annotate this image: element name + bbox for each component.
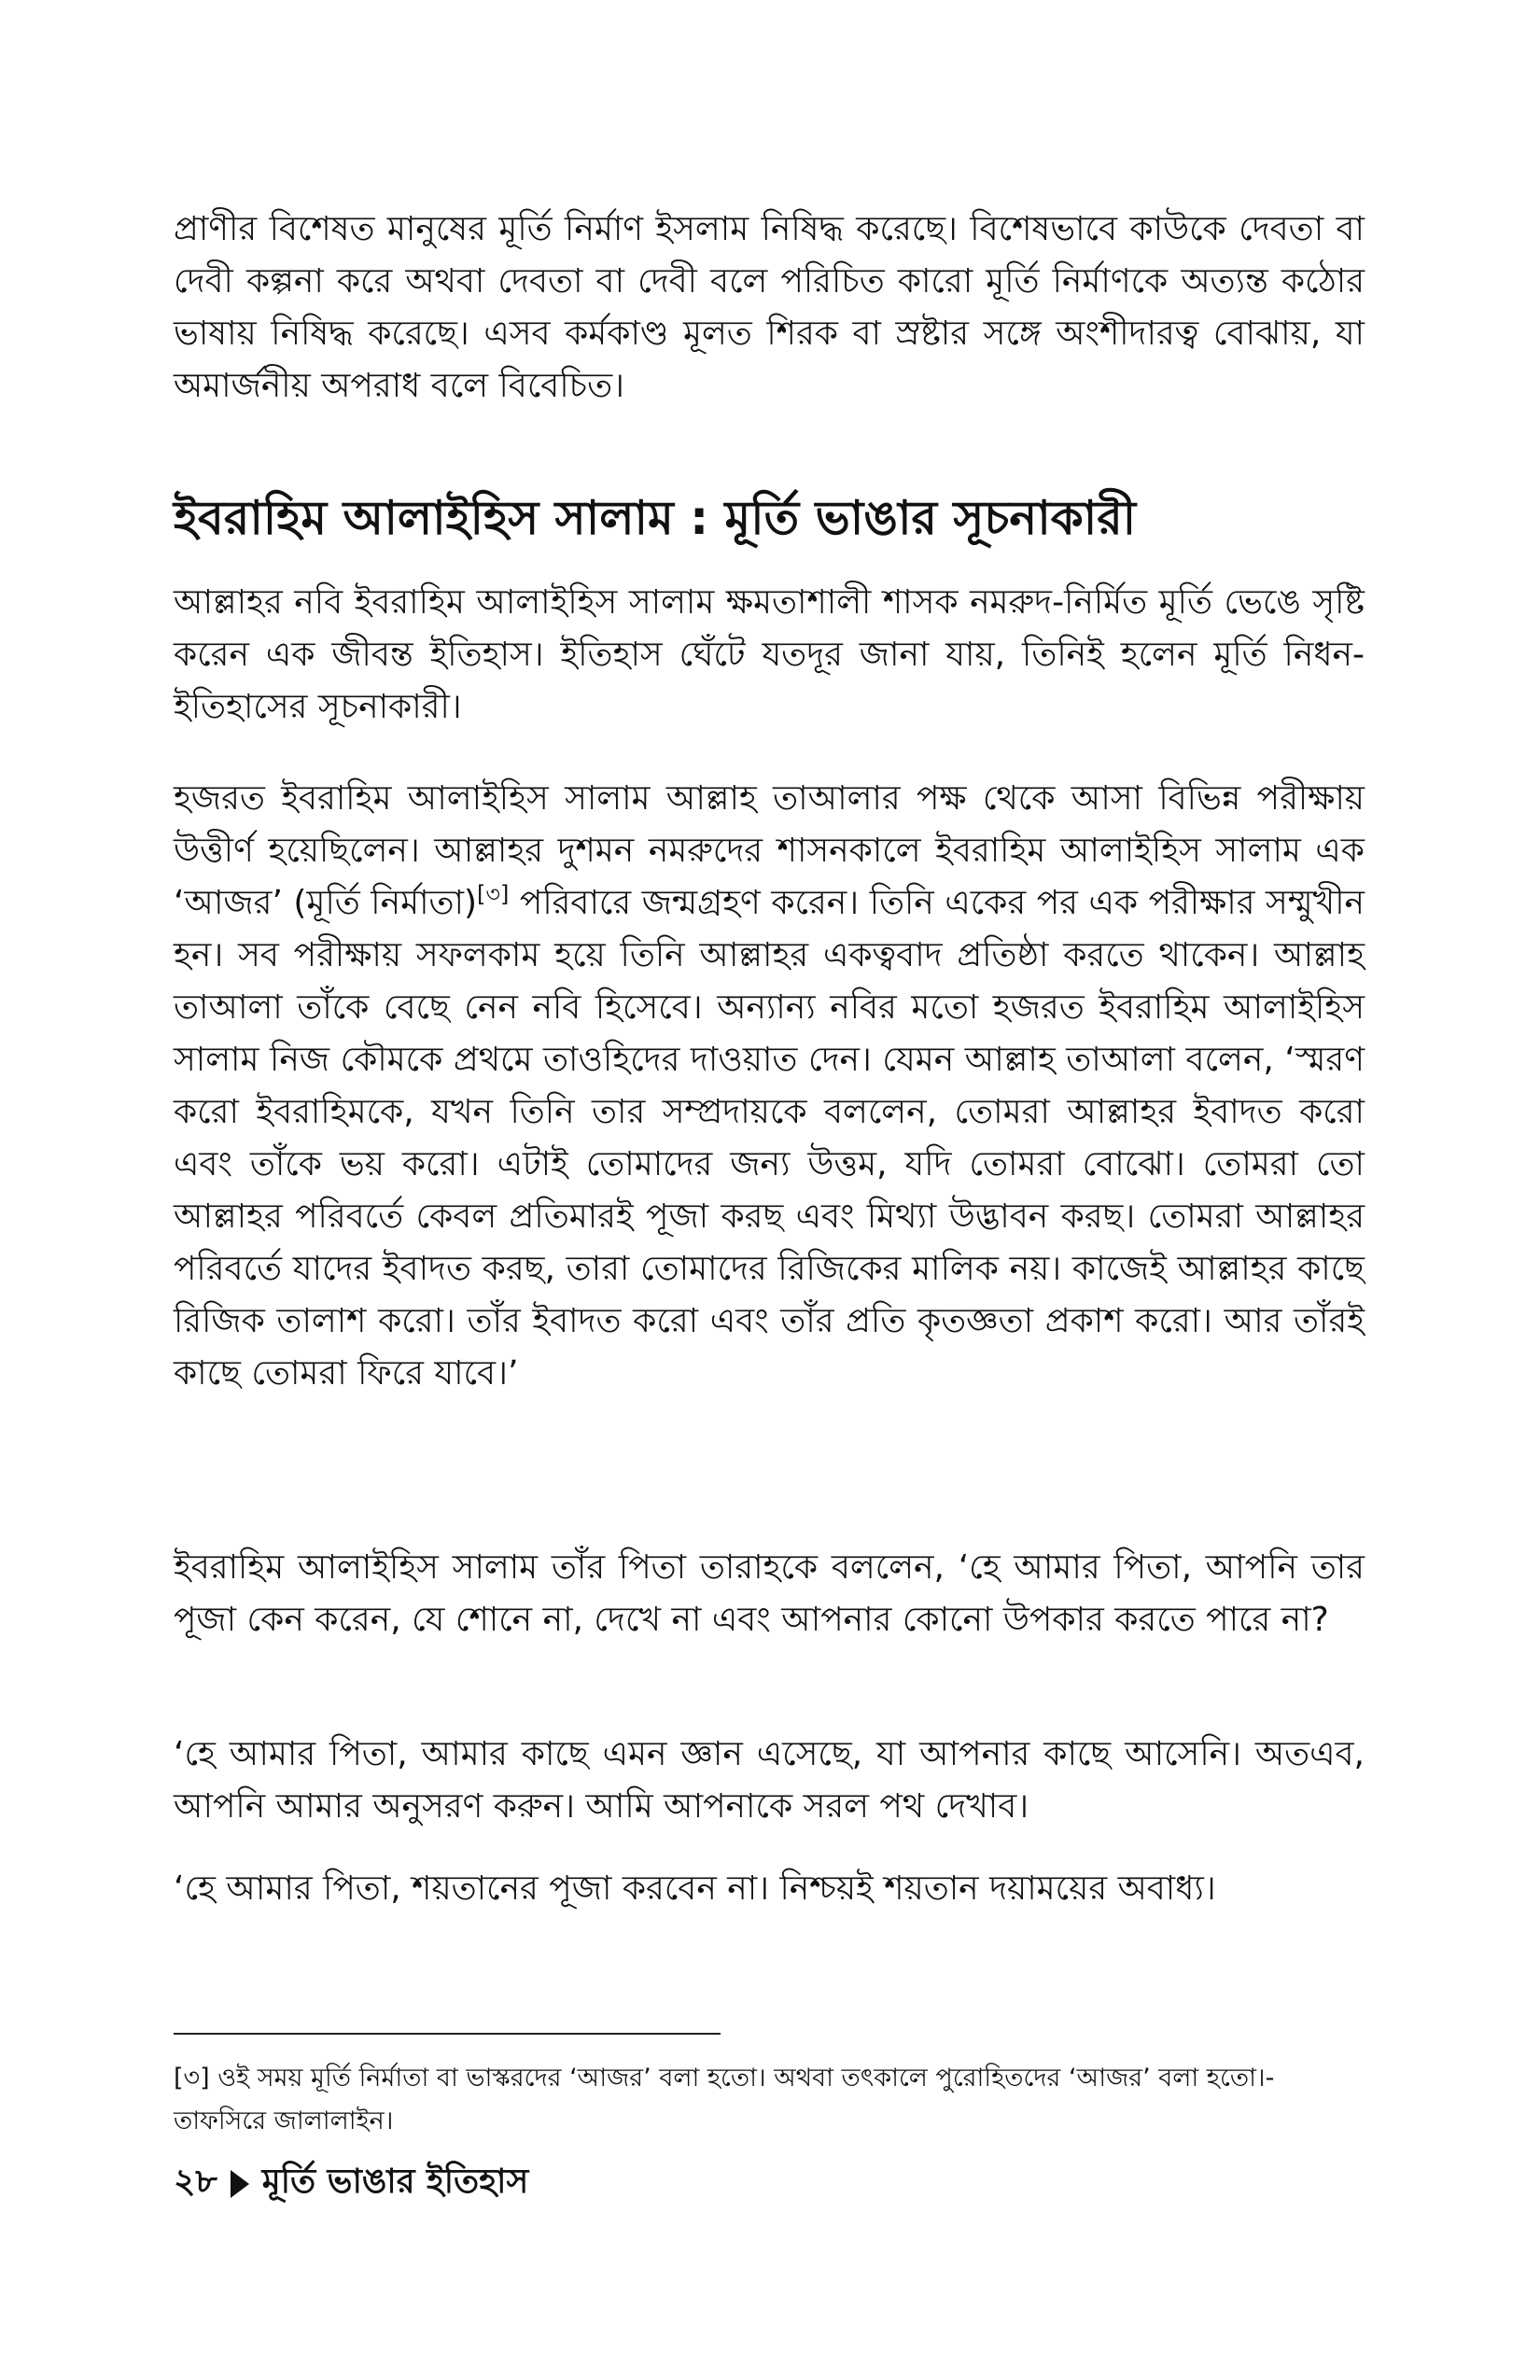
paragraph-text-part-2: পরিবারে জন্মগ্রহণ করেন। তিনি একের পর এক পরীক্ষার সম্মুখীন হন। সব পরীক্ষায় সফলকাম হয়ে তিনি আল্লাহর একত্ববাদ প্রতিষ্ঠা করতে থাকেন। আল্লাহ তাআলা তাঁকে বেছে নেন নবি হিসেবে। অন্যান্য নবির মতো হজরত ইবরাহিম আলাইহিস সালাম নিজ কৌমকে প্রথমে তাওহিদের দাওয়াত দেন। যেমন আল্লাহ তাআলা বলেন, ‘স্মরণ করো ইবরাহিমকে, যখন তিনি তার সম্প্রদায়কে বললেন, তোমরা আল্লাহর ইবাদত করো এবং তাঁকে ভয় করো। এটাই তোমাদের জন্য উত্তম, যদি তোমরা বোঝো। তোমরা তো আল্লাহর পরিবর্তে কেবল প্রতিমারই পূজা করছ এবং মিথ্যা উদ্ভাবন করছ। তোমরা আল্লাহর পরিবর্তে যাদের ইবাদত করছ, তারা তোমাদের রিজিকের মালিক নয়। কাজেই আল্লাহর কাছে রিজিক তালাশ করো। তাঁর ইবাদত করো এবং তাঁর প্রতি কৃতজ্ঞতা প্রকাশ করো। আর তাঁরই কাছে তোমরা ফিরে যাবে।’ (174, 884, 1365, 1393)
page-footer (174, 2156, 528, 2212)
paragraph-shaytan: ‘হে আমার পিতা, শয়তানের পূজা করবেন না। নিশ্চয়ই শয়তান দয়াময়ের অবাধ্য। (174, 1869, 1216, 1908)
footnote-text: [৩] ওই সময় মূর্তি নির্মাতা বা ভাস্করদের ‘আজর’ বলা হতো। অথবা তৎকালে পুরোহিতদের ‘আজর’ বলা হতো।-তাফসিরে জালালাইন। (174, 2064, 1275, 2135)
paragraph-text-part-1: হজরত ইবরাহিম আলাইহিস সালাম আল্লাহ তাআলার পক্ষ থেকে আসা বিভিন্ন পরীক্ষায় উত্তীর্ণ হয়েছিলেন। আল্লাহর দুশমন নমরুদের শাসনকালে ইবরাহিম আলাইহিস সালাম এক ‘আজর’ (মূর্তি নির্মাতা) (174, 779, 1365, 922)
paragraph-father-address: ইবরাহিম আলাইহিস সালাম তাঁর পিতা তারাহকে বললেন, ‘হে আমার পিতা, আপনি তার পূজা কেন করেন, যে শোনে না, দেখে না এবং আপনার কোনো উপকার করতে পারে না? (174, 1548, 1365, 1639)
paragraph-knowledge: ‘হে আমার পিতা, আমার কাছে এমন জ্ঞান এসেছে, যা আপনার কাছে আসেনি। অতএব, আপনি আমার অনুসরণ করুন। আমি আপনাকে সরল পথ দেখাব। (174, 1735, 1365, 1826)
footnote-divider (174, 2033, 721, 2035)
footnote-reference: [৩] (477, 881, 510, 907)
paragraph-ibrahim-intro: আল্লাহর নবি ইবরাহিম আলাইহিস সালাম ক্ষমতাশালী শাসক নমরুদ-নির্মিত মূর্তি ভেঙে সৃষ্টি করেন এক জীবন্ত ইতিহাস। ইতিহাস ঘেঁটে যতদূর জানা যায়, তিনিই হলেন মূর্তি নিধন-ইতিহাসের সূচনাকারী। (174, 583, 1365, 726)
paragraph-intro: প্রাণীর বিশেষত মানুষের মূর্তি নির্মাণ ইসলাম নিষিদ্ধ করেছে। বিশেষভাবে কাউকে দেবতা বা দেবী কল্পনা করে অথবা দেবতা বা দেবী বলে পরিচিত কারো মূর্তি নির্মাণকে অত্যন্ত কঠোর ভাষায় নিষিদ্ধ করেছে। এসব কর্মকাণ্ড মূলত শিরক বা স্রষ্টার সঙ্গে অংশীদারত্ব বোঝায়, যা অমার্জনীয় অপরাধ বলে বিবেচিত। (174, 210, 1365, 405)
page-number: ২৮ (174, 2163, 217, 2201)
arrow-right-icon (231, 2170, 249, 2198)
paragraph-ibrahim-story (174, 773, 1365, 1400)
section-heading: ইবরাহিম আলাইহিস সালাম : মূর্তি ভাঙার সূচনাকারী (174, 491, 1137, 545)
book-title: মূর্তি ভাঙার ইতিহাস (261, 2163, 529, 2201)
